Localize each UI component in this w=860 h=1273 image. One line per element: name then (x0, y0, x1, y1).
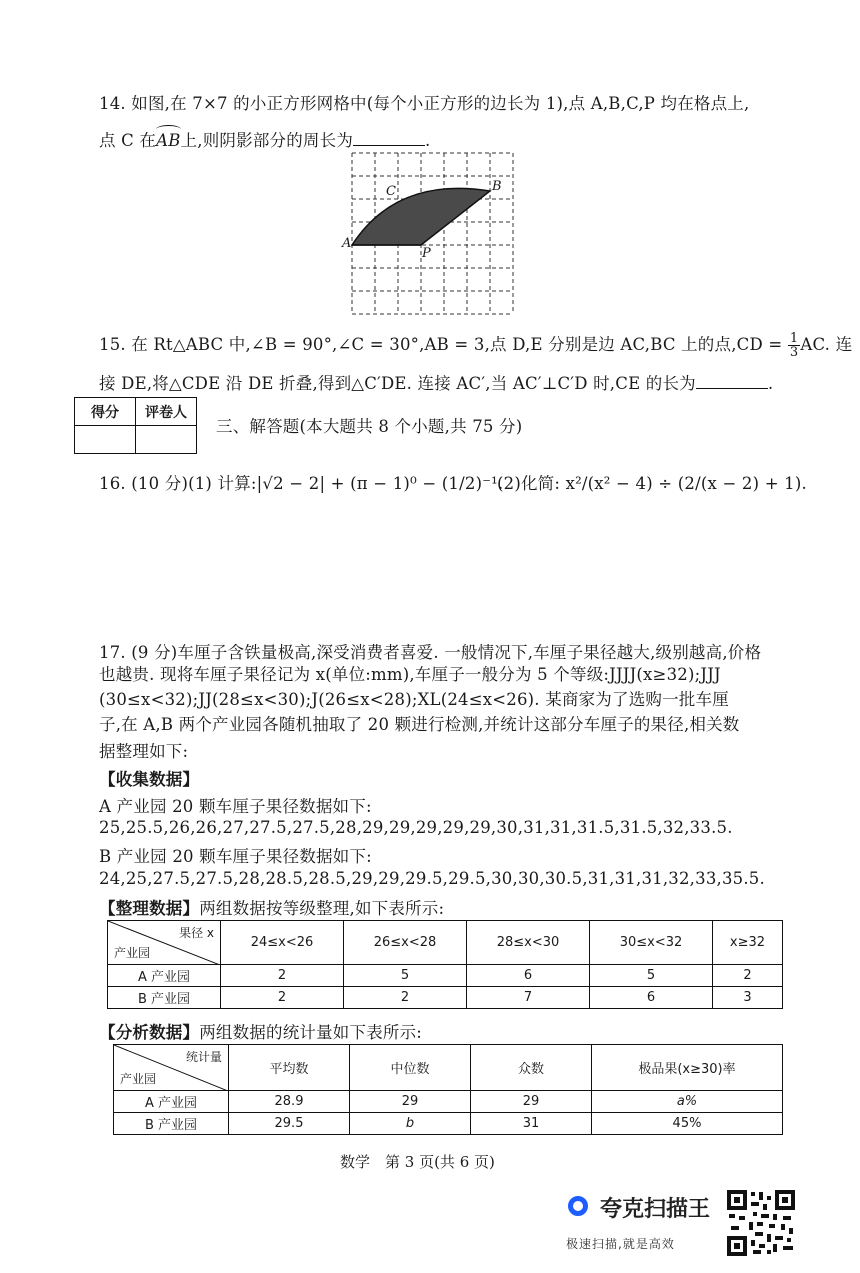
q15-line2-text: 接 DE,将△CDE 沿 DE 折叠,得到△C′DE. 连接 AC′,当 AC′⊥C′D 时,CE 的长为 (99, 374, 696, 393)
q17-line-4: 子,在 A,B 两个产业园各随机抽取了 20 颗进行检测,并统计这部分车厘子的果径,相关数 (99, 715, 740, 734)
label-p: P (422, 246, 431, 261)
analyze-text: 两组数据的统计量如下表所示: (199, 1023, 423, 1042)
label-c: C (386, 184, 396, 199)
row-name: B 产业园 (108, 987, 221, 1009)
grade-header: 28≤x<30 (467, 921, 590, 965)
grade-table-corner (108, 921, 221, 965)
cell: 5 (344, 965, 467, 987)
row-name: A 产业园 (114, 1091, 229, 1113)
cell: 2 (221, 987, 344, 1009)
cell: 31 (471, 1113, 592, 1135)
stats-header: 中位数 (350, 1045, 471, 1091)
grader-label: 评卷人 (136, 398, 197, 426)
table-row (108, 987, 783, 1009)
q15-end: . (767, 374, 774, 393)
q15-answer-blank (696, 374, 768, 389)
grader-cell (136, 426, 197, 454)
corner-bottom: 产业园 (120, 1072, 157, 1086)
cell: 2 (221, 965, 344, 987)
cell: 6 (590, 987, 713, 1009)
a-intro: A 产业园 20 颗车厘子果径数据如下: (99, 797, 372, 816)
a-data: 25,25.5,26,26,27,27.5,27.5,28,29,29,29,29,29,30,31,31,31.5,31.5,32,33.5. (99, 818, 733, 837)
cell: 3 (713, 987, 783, 1009)
b-data: 24,25,27.5,27.5,28,28.5,28.5,29,29,29.5,29.5,30,30,30.5,31,31,31,32,33,35.5. (99, 869, 765, 888)
q14-line2-text-b: 上,则阴影部分的周长为 (180, 131, 354, 150)
q17-line-1: 17. (9 分)车厘子含铁量极高,深受消费者喜爱. 一般情况下,车厘子果径越大,级别越高,价格 (99, 643, 762, 662)
q16-part1: 16. (10 分)(1) 计算:|√2 − 2| + (π − 1)⁰ − (1/2)⁻¹. (99, 474, 504, 493)
q17-line-5: 据整理如下: (99, 742, 189, 761)
corner-top: 果径 x (179, 926, 214, 940)
organize-line (99, 895, 444, 919)
page-footer: 数学 第 3 页(共 6 页) (340, 1153, 495, 1171)
cell: 5 (590, 965, 713, 987)
q16-part2: (2)化简: x²/(x² − 4) ÷ (2/(x − 2) + 1). (497, 474, 807, 493)
label-b: B (492, 179, 502, 194)
organize-text: 两组数据按等级整理,如下表所示: (199, 899, 445, 918)
q15-line1-text-b: AC. 连 (800, 335, 853, 354)
q17-line-3: (30≤x<32);JJ(28≤x<30);J(26≤x<28);XL(24≤x<26). 某商家为了选购一批车厘 (99, 690, 729, 709)
q14-answer-blank (353, 131, 425, 146)
stats-header: 极品果(x≥30)率 (592, 1045, 783, 1091)
analyze-title: 【分析数据】 (99, 1023, 200, 1042)
grade-header: 24≤x<26 (221, 921, 344, 965)
corner-top: 统计量 (185, 1050, 222, 1064)
watermark-subtitle: 极速扫描,就是高效 (566, 1237, 675, 1251)
corner-bottom: 产业园 (114, 946, 151, 960)
cell: 7 (467, 987, 590, 1009)
label-a: A (342, 236, 352, 251)
q14-line1: 14. 如图,在 7×7 的小正方形网格中(每个小正方形的边长为 1),点 A,B,C,P 均在格点上, (99, 94, 750, 113)
stats-header: 平均数 (229, 1045, 350, 1091)
score-box (74, 397, 197, 454)
cell: 2 (713, 965, 783, 987)
q14-line2-text: 点 C 在 (99, 131, 157, 150)
cell: 6 (467, 965, 590, 987)
qr-code-icon (727, 1190, 795, 1256)
q15-fraction: $\frac{1}{3}$ (789, 331, 799, 360)
cell: 45% (592, 1113, 783, 1135)
table-row (108, 965, 783, 987)
analyze-line (99, 1019, 422, 1043)
b-intro: B 产业园 20 颗车厘子果径数据如下: (99, 847, 372, 866)
watermark-title: 夸克扫描王 (600, 1197, 711, 1222)
stats-table-corner (114, 1045, 229, 1091)
stats-header: 众数 (471, 1045, 592, 1091)
q14-arc-label: AB (156, 131, 180, 150)
grade-header: x≥32 (713, 921, 783, 965)
grade-header: 30≤x<32 (590, 921, 713, 965)
section3-title: 三、解答题(本大题共 8 个小题,共 75 分) (216, 417, 523, 436)
q14-end: . (425, 131, 431, 150)
scanner-logo-icon (568, 1196, 588, 1216)
stats-table (113, 1044, 783, 1135)
cell: a% (592, 1091, 783, 1113)
score-label: 得分 (75, 398, 136, 426)
grade-table (107, 920, 783, 1009)
cell: 2 (344, 987, 467, 1009)
table-row (114, 1113, 783, 1135)
organize-title: 【整理数据】 (99, 899, 200, 918)
cell: 29 (471, 1091, 592, 1113)
cell: 28.9 (229, 1091, 350, 1113)
cell: 29.5 (229, 1113, 350, 1135)
row-name: B 产业园 (114, 1113, 229, 1135)
q17-line-2: 也越贵. 现将车厘子果径记为 x(单位:mm),车厘子一般分为 5 个等级:JJJJ(x≥32);JJJ (99, 665, 721, 684)
q14-figure (342, 148, 522, 320)
q15-line1 (99, 331, 852, 359)
score-cell (75, 426, 136, 454)
cell: 29 (350, 1091, 471, 1113)
shaded-region (352, 188, 490, 245)
grade-header: 26≤x<28 (344, 921, 467, 965)
q15-line2 (99, 370, 773, 394)
q15-line1-text: 15. 在 Rt△ABC 中,∠B = 90°,∠C = 30°,AB = 3,点 D,E 分别是边 AC,BC 上的点,CD = (99, 335, 783, 354)
row-name: A 产业园 (108, 965, 221, 987)
cell: b (350, 1113, 471, 1135)
table-row (114, 1091, 783, 1113)
collect-title: 【收集数据】 (99, 770, 200, 789)
